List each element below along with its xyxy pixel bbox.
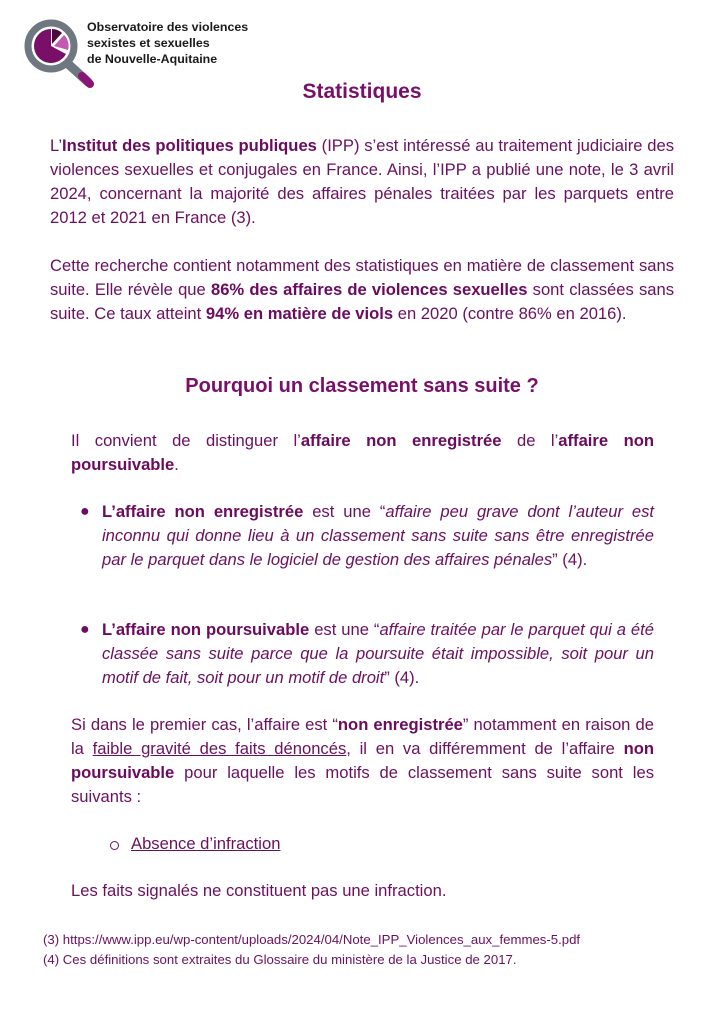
section-heading: Pourquoi un classement sans suite ? xyxy=(185,375,539,397)
footnotes xyxy=(43,930,580,970)
intro-paragraph: L’Institut des politiques publiques (IPP) s’est intéressé au traitement judiciaire des violences sexuelles et conjugales en France. Ainsi, l’IPP a publié une note, le 3 avril 2024, concernant la majorité des affaires pénales traitées par les parquets entre 2012 et 2021 en France (3). xyxy=(50,136,674,227)
statistics-paragraph: Cette recherche contient notamment des statistiques en matière de classement sans suite. Elle révèle que 86% des affaires de violences sexuelles sont classées sans suite. Ce taux atteint 94% en matière de viols en 2020 (contre 86% en 2016). xyxy=(50,256,675,323)
organization-name xyxy=(87,19,248,67)
hollow-bullet-icon xyxy=(110,841,119,850)
infraction-paragraph: Les faits signalés ne constituent pas une infraction. xyxy=(71,881,447,900)
absence-infraction-label: Absence d’infraction xyxy=(131,834,281,853)
stat-highlight: 86% des affaires de violences sexuelles xyxy=(210,280,528,299)
list-item: ● L’affaire non enregistrée est une “affaire peu grave dont l’auteur est inconnu qui donne lieu à un classement sans suite sans être enregistrée par le parquet dans le logiciel de gestion des affaires pénales” (4). xyxy=(80,502,655,569)
bullet-icon: ● xyxy=(80,503,90,520)
distinction-paragraph: Il convient de distinguer l’affaire non enregistrée de l’affaire non poursuivable. xyxy=(71,431,654,474)
sub-list-item xyxy=(110,832,280,856)
org-name-line: sexistes et sexuelles xyxy=(87,36,210,50)
page-title: Statistiques xyxy=(302,80,422,103)
list-item: ● L’affaire non poursuivable est une “affaire traitée par le parquet qui a été classée sans suite parce que la poursuite était impossible, soit pour un motif de fait, soit pour un motif de droit” (4). xyxy=(80,620,654,687)
motifs-paragraph: Si dans le premier cas, l’affaire est “non enregistrée” notamment en raison de la faible gravité des faits dénoncés, il en va différemment de l’affaire non poursuivable pour laquelle les motifs de classement sans suite sont les suivants : xyxy=(71,715,654,806)
ipp-name: Institut des politiques publiques xyxy=(62,136,317,155)
underlined-phrase: faible gravité des faits dénoncés xyxy=(92,739,347,758)
bullet-icon: ● xyxy=(80,621,90,638)
footnote-3-link[interactable]: (3) https://www.ipp.eu/wp-content/uploads/2024/04/Note_IPP_Violences_aux_femmes-5.pdf xyxy=(43,932,581,947)
org-name-line: de Nouvelle-Aquitaine xyxy=(87,52,218,66)
stat-highlight: 94% en matière de viols xyxy=(205,304,394,323)
org-name-line: Observatoire des violences xyxy=(87,20,249,34)
footnote-4: (4) Ces définitions sont extraites du Glossaire du ministère de la Justice de 2017. xyxy=(43,952,517,967)
